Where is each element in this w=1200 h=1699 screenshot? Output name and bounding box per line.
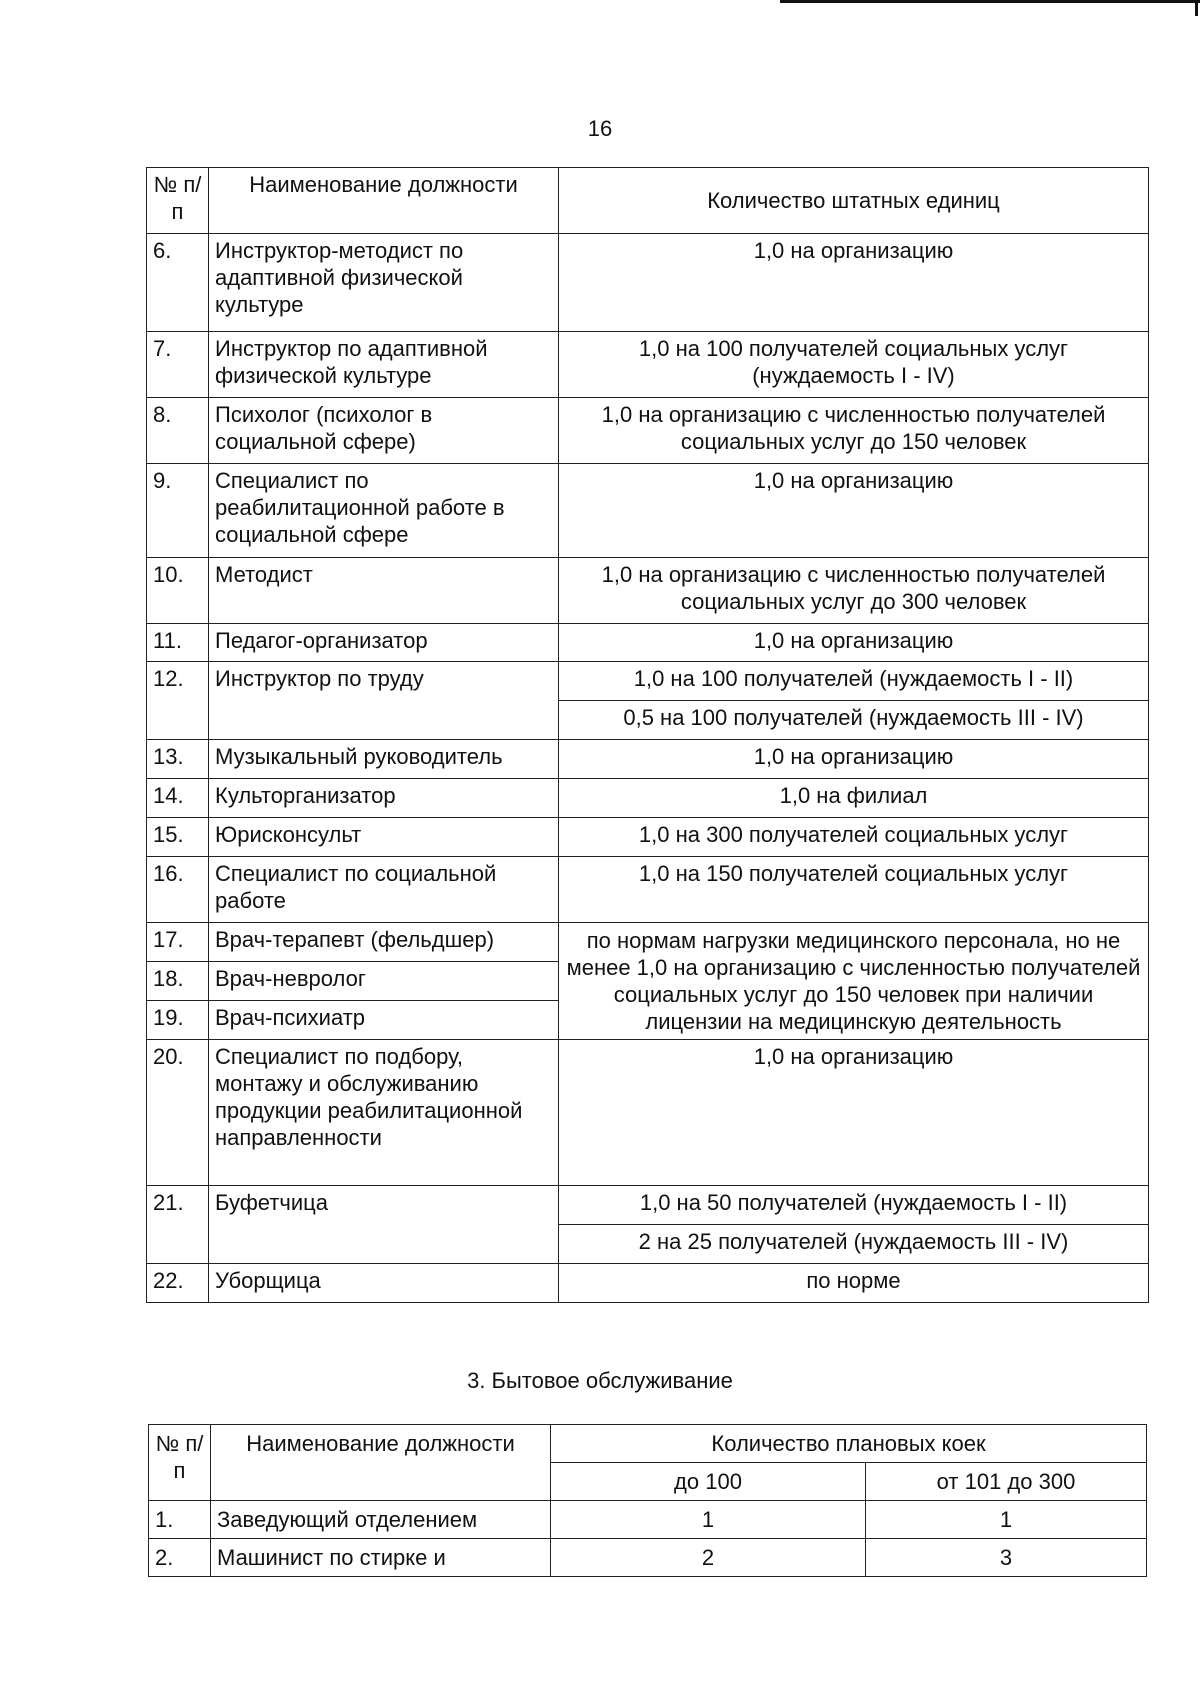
header-position: Наименование должности [209, 168, 559, 234]
row-num: 2. [149, 1539, 211, 1577]
row-quantity: 1,0 на организацию с численностью получателей социальных услуг до 300 человек [559, 558, 1149, 624]
table-header-row [149, 1425, 1147, 1463]
table-row [147, 234, 1149, 332]
row-position: Инструктор по труду [209, 662, 559, 740]
row-position: Педагог-организатор [209, 624, 559, 662]
row-position: Музыкальный руководитель [209, 740, 559, 779]
row-quantity: по норме [559, 1264, 1149, 1303]
row-num: 19. [147, 1001, 209, 1040]
table-row [147, 464, 1149, 558]
row-num: 7. [147, 332, 209, 398]
table-row [147, 624, 1149, 662]
row-position: Врач-невролог [209, 962, 559, 1001]
row-num: 1. [149, 1501, 211, 1539]
row-num: 6. [147, 234, 209, 332]
row-num: 9. [147, 464, 209, 558]
table-row [147, 740, 1149, 779]
row-num: 14. [147, 779, 209, 818]
section-title: 3. Бытовое обслуживание [467, 1368, 733, 1393]
row-num: 17. [147, 923, 209, 962]
table-row [147, 332, 1149, 398]
row-quantity: 1,0 на организацию с численностью получателей социальных услуг до 150 человек [559, 398, 1149, 464]
scan-top-edge [780, 0, 1200, 3]
row-quantity: 1,0 на 300 получателей социальных услуг [559, 818, 1149, 857]
row-position: Специалист по социальной работе [209, 857, 559, 923]
row-quantity: 1,0 на организацию [559, 234, 1149, 332]
table-row [149, 1539, 1147, 1577]
row-quantity: 1,0 на организацию [559, 740, 1149, 779]
header-up-to-100: до 100 [551, 1463, 866, 1501]
row-value-a: 2 [551, 1539, 866, 1577]
row-position: Уборщица [209, 1264, 559, 1303]
table-row [147, 1040, 1149, 1186]
row-quantity: 1,0 на 150 получателей социальных услуг [559, 857, 1149, 923]
row-quantity-secondary: 0,5 на 100 получателей (нуждаемость III - IV) [559, 701, 1149, 740]
household-service-table [148, 1424, 1147, 1577]
page-number: 16 [587, 116, 613, 141]
row-value-a: 1 [551, 1501, 866, 1539]
row-num: 11. [147, 624, 209, 662]
header-101-to-300: от 101 до 300 [866, 1463, 1147, 1501]
table-row [147, 662, 1149, 701]
header-num: № п/п [147, 168, 209, 234]
row-position: Юрисконсульт [209, 818, 559, 857]
header-quantity: Количество штатных единиц [559, 168, 1149, 234]
row-quantity-merged: по нормам нагрузки медицинского персонала, но не менее 1,0 на организацию с численностью получателей социальных услуг до 150 человек при наличии лицензии на медицинскую деятельность [559, 923, 1149, 1040]
row-num: 20. [147, 1040, 209, 1186]
row-position: Врач-терапевт (фельдшер) [209, 923, 559, 962]
table-row [147, 779, 1149, 818]
row-position: Заведующий отделением [211, 1501, 551, 1539]
row-position: Психолог (психолог в социальной сфере) [209, 398, 559, 464]
row-position: Врач-психиатр [209, 1001, 559, 1040]
table-row [147, 1186, 1149, 1225]
row-position: Методист [209, 558, 559, 624]
row-num: 8. [147, 398, 209, 464]
row-quantity: 1,0 на 100 получателей социальных услуг (нуждаемость I - IV) [559, 332, 1149, 398]
row-num: 21. [147, 1186, 209, 1264]
row-position: Специалист по подбору, монтажу и обслуживанию продукции реабилитационной направленности [209, 1040, 559, 1186]
row-position: Специалист по реабилитационной работе в социальной сфере [209, 464, 559, 558]
row-quantity: 1,0 на организацию [559, 624, 1149, 662]
row-num: 10. [147, 558, 209, 624]
row-position: Инструктор по адаптивной физической культуре [209, 332, 559, 398]
row-num: 16. [147, 857, 209, 923]
table-row [147, 398, 1149, 464]
scan-right-edge [1195, 0, 1198, 16]
row-position: Машинист по стирке и [211, 1539, 551, 1577]
row-quantity: 1,0 на организацию [559, 464, 1149, 558]
table-row [147, 818, 1149, 857]
table-header-row [147, 168, 1149, 234]
table-row [149, 1501, 1147, 1539]
row-position: Инструктор-методист по адаптивной физической культуре [209, 234, 559, 332]
row-num: 22. [147, 1264, 209, 1303]
row-position: Буфетчица [209, 1186, 559, 1264]
table-row [147, 558, 1149, 624]
row-quantity: 1,0 на филиал [559, 779, 1149, 818]
table-row [147, 1264, 1149, 1303]
row-num: 15. [147, 818, 209, 857]
table-row [147, 857, 1149, 923]
table-row [147, 923, 1149, 962]
header-beds: Количество плановых коек [551, 1425, 1147, 1463]
staff-table [146, 167, 1149, 1303]
row-quantity: 1,0 на 50 получателей (нуждаемость I - II) [559, 1186, 1149, 1225]
header-position: Наименование должности [211, 1425, 551, 1501]
row-quantity: 1,0 на организацию [559, 1040, 1149, 1186]
row-quantity: 1,0 на 100 получателей (нуждаемость I - II) [559, 662, 1149, 701]
header-num: № п/п [149, 1425, 211, 1501]
row-value-b: 1 [866, 1501, 1147, 1539]
row-value-b: 3 [866, 1539, 1147, 1577]
row-num: 18. [147, 962, 209, 1001]
row-num: 12. [147, 662, 209, 740]
row-position: Культорганизатор [209, 779, 559, 818]
row-quantity-secondary: 2 на 25 получателей (нуждаемость III - IV) [559, 1225, 1149, 1264]
row-num: 13. [147, 740, 209, 779]
